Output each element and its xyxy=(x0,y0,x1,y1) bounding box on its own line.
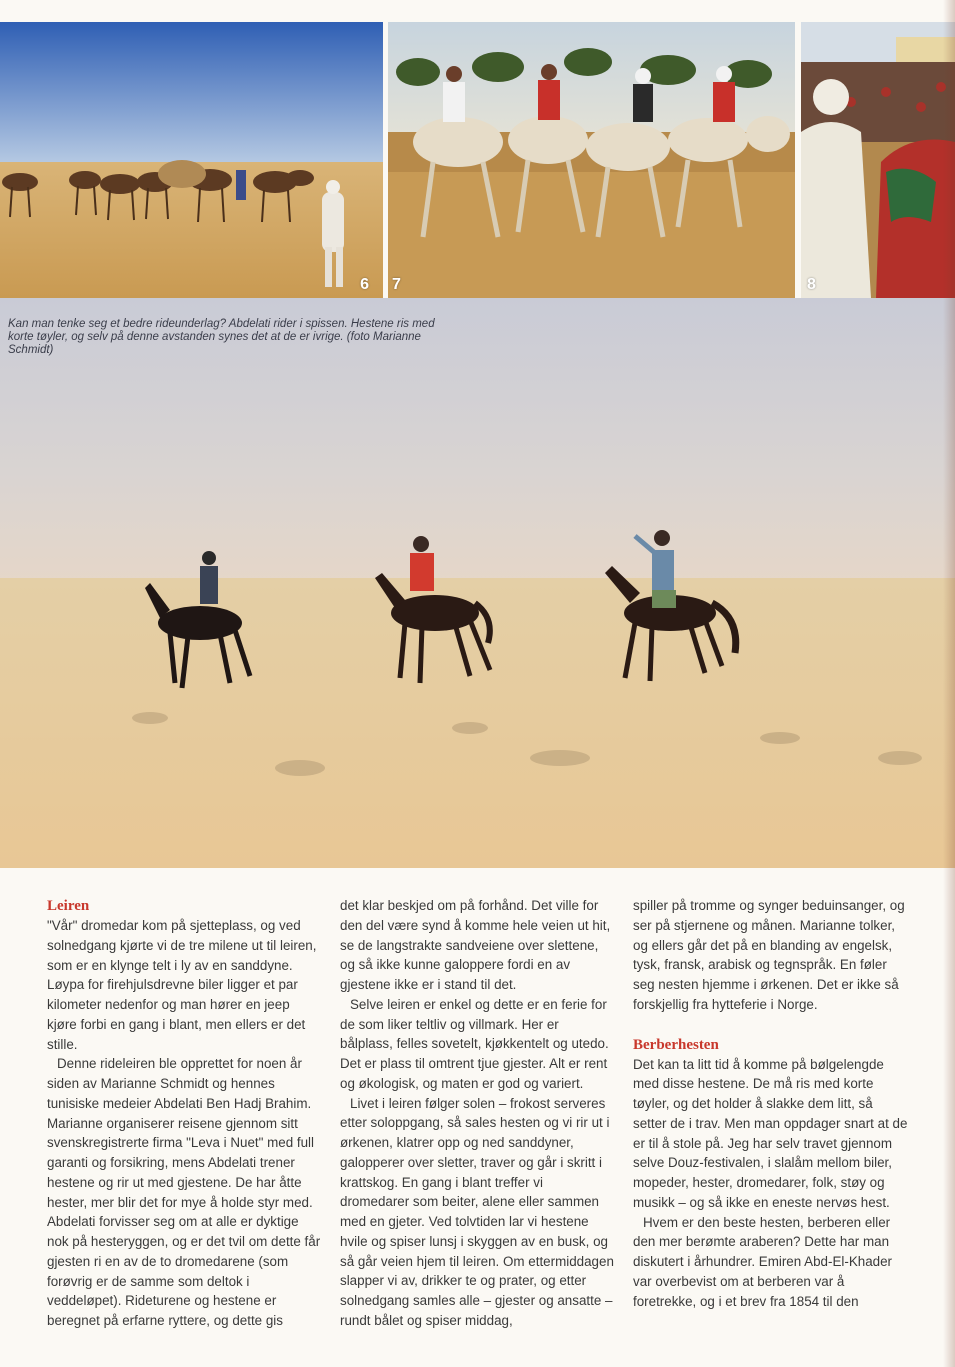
page-edge-shadow xyxy=(943,0,955,1367)
photo-caption: Kan man tenke seg et bedre rideunderlag? Abdelati rider i spissen. Hestene ris med korte tøyler, og selv på denne avstanden synes det at de er ivrige. (foto Marianne Schmidt) xyxy=(8,318,435,356)
photo-camels-at-well xyxy=(0,22,383,298)
photo-number-7: 7 xyxy=(392,276,401,293)
text-column-1 xyxy=(47,896,322,1331)
paragraph: Denne rideleiren ble opprettet for noen år siden av Marianne Schmidt og hennes tunisiske medeier Abdelati Ben Hadj Brahim. Marianne organiserer reisene gjennom sitt svenskregistrerte firma "Leva i Nuet" med full garanti og forsikring, mens Abdelati trener hestene og rir ut med gjestene. De har åtte hester, mer blir det for mye å holde styr med. Abdelati forvisser seg om at alle er dyktige nok på hesteryggen, og er det tvil om dette får gjesten ri en av de to dromedarene (som forøvrig er de samme som deltok i veddeløpet). Rideturene og hestene er beregnet på erfarne ryttere, og dette gis xyxy=(47,1056,321,1328)
text-column-3 xyxy=(633,896,909,1311)
photo-number-6: 6 xyxy=(360,276,369,293)
heading-berberhesten: Berberhesten xyxy=(633,1036,719,1053)
paragraph: Det kan ta litt tid å komme på bølgelengde med disse hestene. De må ris med korte tøyler, og det holder å slakke dem litt, så setter de i trav. Men man oppdager snart at de er til å stole på. Jeg har selv travet gjennom selve Douz-festivalen, i slalåm mellom biler, mopeder, hester, dromedarer, folk, støy og musikk – og så ikke en eneste nervøs hest. xyxy=(633,1056,908,1210)
photo-horse-riders-desert xyxy=(0,298,955,868)
photo-number-8: 8 xyxy=(807,276,816,293)
photo-camel-race xyxy=(388,22,795,298)
heading-leiren: Leiren xyxy=(47,898,90,914)
paragraph: Selve leiren er enkel og dette er en ferie for de som liker teltliv og villmark. Her er bålplass, felles sovetelt, kjøkkentelt og utedo. Det er plass til omtrent tjue gjester. Alt er rent og økologisk, og maten er god og variert. xyxy=(340,996,609,1091)
paragraph: Hvem er den beste hesten, berberen eller den mer berømte araberen? Dette har man diskutert i århundrer. Emiren Abd-El-Khader var overbevist om at berberen var å foretrekke, og i et brev fra 1854 til den xyxy=(633,1214,893,1309)
section-gap xyxy=(633,1015,909,1035)
paragraph: det klar beskjed om på forhånd. Det ville for den del være synd å komme hele veien ut hit, se de langstrakte sandveiene over slettene, og så ikke kunne galoppere fordi en av gjestene ikke er i stand til det. xyxy=(340,898,611,992)
paragraph: spiller på tromme og synger beduinsanger, og ser på stjernene og månen. Marianne tolker, og ellers går det på en blanding av engelsk, tysk, fransk, arabisk og tegnspråk. En føler seg nesten hjemme i ørkenen. Det er ikke så forskjellig fra hytteferie i Norge. xyxy=(633,898,905,1012)
text-column-2 xyxy=(340,896,614,1331)
paragraph: "Vår" dromedar kom på sjetteplass, og ved solnedgang kjørte vi de tre milene ut til leiren, som er en klynge telt i ly av en sanddyne. Løypa for firehjulsdrevne biler ligger et par kilometer nedenfor og man hører en jeep kjøre forbi en gang i blant, men ellers er det stille. xyxy=(47,918,317,1052)
paragraph: Livet i leiren følger solen – frokost serveres etter soloppgang, så sales hesten og vi rir ut i ørkenen, klatrer opp og ned sanddyner, galopperer over sletter, traver og går i skritt i krattskog. En gang i blant treffer vi dromedarer som beiter, alene eller sammen med en gjeter. Ved tolvtiden lar vi hestene hvile og spiser lunsj i skyggen av en busk, og så går veien hjem til leiren. Om ettermiddagen slapper vi av, drikker te og prater, og etter solnedgang samles alle – gjester og ansatte – rundt bålet og spiser middag, xyxy=(340,1095,614,1328)
photo-festival-crowd xyxy=(801,22,955,298)
